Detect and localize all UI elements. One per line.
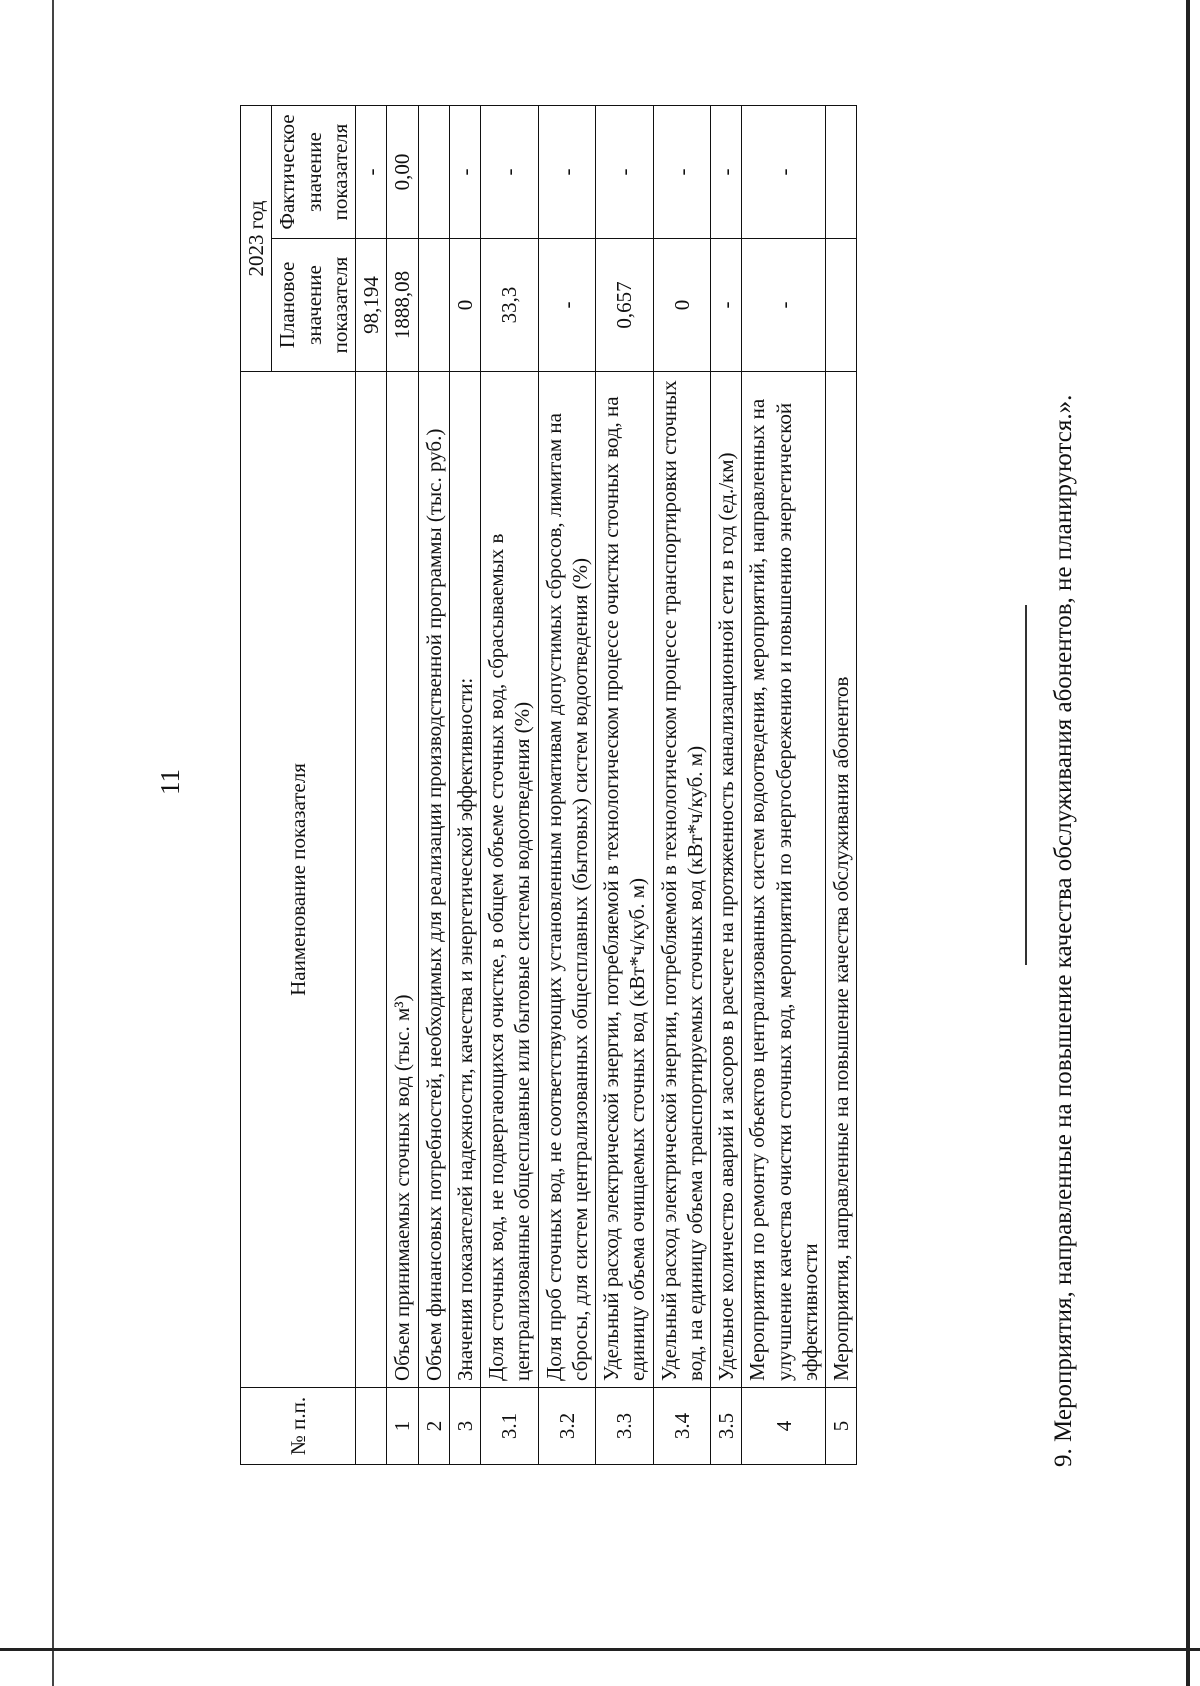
row-plan [826,239,857,372]
row-name: Удельный расход электрической энергии, потребляемой в технологическом процессе транспортировки сточных вод, на единицу объема транспортируемых сточных вод (кВт*ч/куб. м) [653,372,711,1388]
row-name: Мероприятия по ремонту объектов централизованных систем водоотведения, мероприятий, направленных на улучшение качества очистки сточных вод, мероприятий по энергосбережению и повышению энергетической эффективности [742,372,826,1388]
row-name: Доля проб сточных вод, не соответствующих установленным нормативам допустимых сбросов, лимитам на сбросы, для систем централизованных общесплавных (бытовых) систем водоотведения (%) [538,372,596,1388]
footer-note: 9. Мероприятия, направленные на повышение качества обслуживания абонентов, не планируются.». [1050,394,1077,1467]
row-plan: - [742,239,826,372]
row-plan: - [538,239,596,372]
row-plan: - [711,239,742,372]
row-plan: 0,657 [596,239,654,372]
row-plan: 33,3 [481,239,539,372]
row-num: 1 [387,1388,418,1465]
table-row [653,106,711,1465]
table-row [481,106,539,1465]
row-name: Мероприятия, направленные на повышение качества обслуживания абонентов [826,372,857,1388]
row-name: Удельное количество аварий и засоров в расчете на протяженность канализационной сети в год (ед./км) [711,372,742,1388]
header-name: Наименование показателя [241,372,356,1388]
row-fact [826,106,857,239]
scan-edge-right [1186,0,1190,1686]
row-plan [418,239,449,372]
row-name: Удельный расход электрической энергии, потребляемой в технологическом процессе очистки сточных вод, на единицу объема очищаемых сточных вод (кВт*ч/куб. м) [596,372,654,1388]
row-fact [418,106,449,239]
scan-edge-left [52,0,54,1686]
table-row [387,106,418,1465]
row-num: 3.1 [481,1388,539,1465]
row-fact: - [449,106,480,239]
scan-edge-bottom [0,1648,1200,1651]
row-fact: - [538,106,596,239]
table-row [538,106,596,1465]
row-num: 2 [418,1388,449,1465]
row-fact: - [742,106,826,239]
table-header-row [241,106,272,1465]
row-num: 4 [742,1388,826,1465]
row-plan: 1888,08 [387,239,418,372]
row-name: Объем принимаемых сточных вод (тыс. м³) [387,372,418,1388]
pre-fact: - [356,106,387,239]
row-plan: 0 [653,239,711,372]
row-num: 3 [449,1388,480,1465]
header-year: 2023 год [241,106,272,372]
row-name: Объем финансовых потребностей, необходимых для реализации производственной программы (тыс. руб.) [418,372,449,1388]
row-num: 5 [826,1388,857,1465]
row-fact: - [596,106,654,239]
rotated-page [130,85,1077,1485]
row-num: 3.3 [596,1388,654,1465]
row-num: 3.4 [653,1388,711,1465]
divider-line [1025,605,1027,965]
row-num: 3.2 [538,1388,596,1465]
table-row [826,106,857,1465]
row-fact: 0,00 [387,106,418,239]
row-fact: - [653,106,711,239]
pre-plan: 98,194 [356,239,387,372]
header-fact: Фактическое значение показателя [272,106,356,239]
table-row [449,106,480,1465]
row-fact: - [711,106,742,239]
row-name: Значения показателей надежности, качества и энергетической эффективности: [449,372,480,1388]
table-row [596,106,654,1465]
table-row [418,106,449,1465]
row-plan: 0 [449,239,480,372]
header-plan: Плановое значение показателя [272,239,356,372]
page-number: 11 [155,769,185,795]
row-name: Доля сточных вод, не подвергающихся очистке, в общем объеме сточных вод, сбрасываемых в централизованные общесплавные или бытовые системы водоотведения (%) [481,372,539,1388]
row-fact: - [481,106,539,239]
table-row [711,106,742,1465]
header-num: № п.п. [241,1388,356,1465]
indicators-table [240,105,857,1465]
row-num: 3.5 [711,1388,742,1465]
table-row-pre [356,106,387,1465]
table-row [742,106,826,1465]
